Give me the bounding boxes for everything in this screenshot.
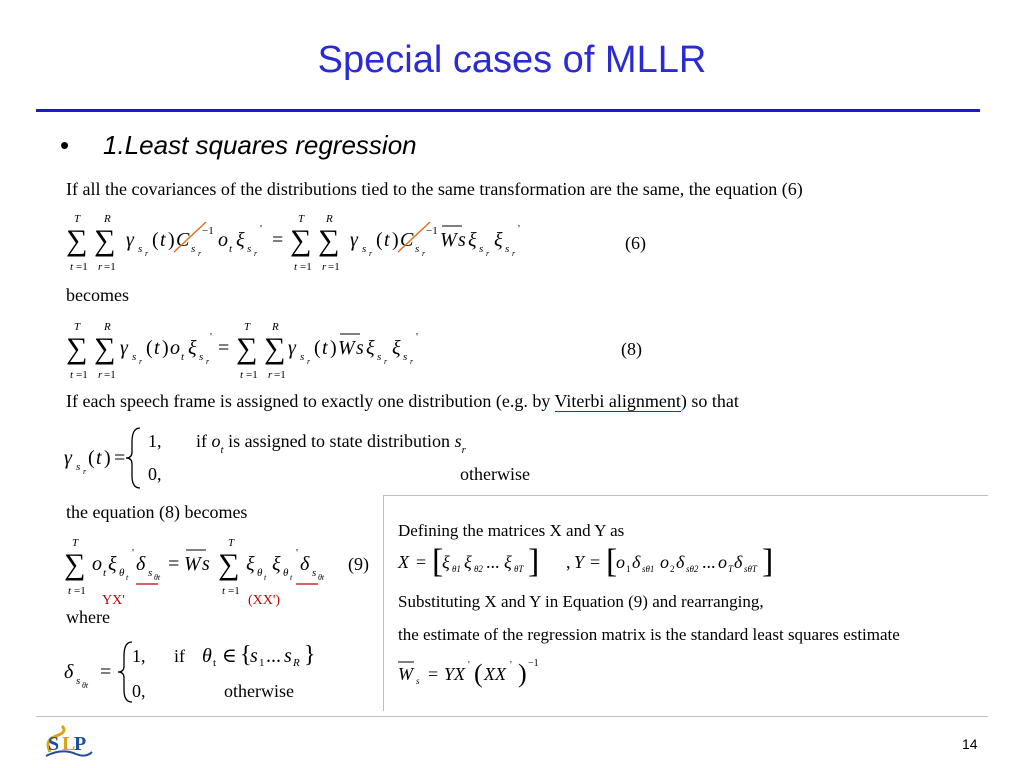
svg-text:r: r — [206, 357, 210, 366]
svg-text:...: ... — [702, 552, 716, 572]
page-number: 14 — [962, 736, 978, 752]
svg-text:t: t — [154, 337, 160, 359]
svg-text:s: s — [377, 351, 382, 363]
svg-text:γ: γ — [126, 229, 134, 251]
svg-text:−1: −1 — [202, 225, 214, 237]
bullet-heading: 1.Least squares regression — [103, 130, 417, 160]
svg-text:': ' — [260, 223, 262, 235]
svg-text:∑: ∑ — [290, 224, 312, 257]
svg-text:o: o — [170, 337, 180, 359]
gamma-case-lhs — [60, 424, 140, 490]
svg-text:s: s — [148, 567, 153, 579]
svg-text:t: t — [181, 351, 185, 363]
svg-text:[: [ — [432, 543, 444, 580]
svg-text:ξ: ξ — [504, 552, 512, 572]
svg-text:t: t — [126, 573, 129, 582]
svg-text:−1: −1 — [426, 225, 438, 237]
bullet-marker: • — [60, 130, 70, 160]
panel-estimate-text: the estimate of the regression matrix is the standard least squares estimate — [398, 625, 900, 644]
svg-text:γ: γ — [288, 337, 296, 359]
svg-text:=1: =1 — [74, 585, 86, 597]
svg-text:r: r — [139, 357, 143, 366]
svg-text:o: o — [92, 553, 102, 575]
svg-text:]: ] — [528, 543, 540, 580]
svg-text:t: t — [68, 585, 72, 597]
paragraph-eq8-becomes: the equation (8) becomes — [66, 502, 248, 522]
svg-text:': ' — [518, 223, 520, 235]
svg-text:T: T — [74, 213, 81, 225]
svg-text:): ) — [330, 337, 337, 359]
svg-text:Y: Y — [574, 552, 585, 572]
svg-text:=1: =1 — [300, 261, 312, 273]
svg-text:r: r — [198, 249, 202, 258]
svg-text:r: r — [322, 261, 327, 273]
svg-text:∑: ∑ — [94, 332, 116, 365]
svg-text:s: s — [416, 676, 420, 686]
svg-text:o: o — [218, 229, 228, 251]
svg-text:r: r — [384, 357, 388, 366]
svg-text:T: T — [728, 564, 734, 574]
svg-text:=: = — [590, 552, 601, 572]
svg-text:∑: ∑ — [66, 332, 88, 365]
delta-case-row1 — [132, 645, 185, 667]
svg-text:{: { — [240, 642, 252, 668]
svg-text:(: ( — [376, 229, 383, 251]
svg-text:δ: δ — [676, 552, 685, 572]
delta-row1-condition — [198, 636, 328, 672]
svg-text:sθ2: sθ2 — [686, 564, 699, 574]
slp-logo-icon — [42, 722, 94, 762]
svg-text:=: = — [114, 447, 126, 469]
svg-text:R: R — [326, 213, 333, 225]
svg-text:R: R — [293, 657, 300, 669]
svg-text:t: t — [70, 369, 74, 381]
svg-text:T: T — [244, 321, 251, 333]
svg-text:θT: θT — [514, 564, 524, 574]
svg-text:=1: =1 — [104, 261, 116, 273]
svg-text:s: s — [132, 351, 137, 363]
svg-text:ξ: ξ — [246, 553, 255, 575]
svg-text:T: T — [228, 537, 235, 549]
where-text: where — [66, 607, 110, 627]
svg-text:∑: ∑ — [236, 332, 258, 365]
svg-text:=1: =1 — [76, 369, 88, 381]
svg-text:ξ: ξ — [464, 552, 472, 572]
svg-text:s: s — [284, 645, 292, 667]
svg-text:YX: YX — [444, 664, 466, 684]
svg-text:s: s — [458, 229, 466, 251]
svg-text:r: r — [145, 249, 149, 258]
svg-text:s: s — [76, 675, 81, 687]
svg-text:t: t — [322, 337, 328, 359]
svg-text:): ) — [392, 229, 399, 251]
svg-text:T: T — [72, 537, 79, 549]
svg-text:(: ( — [152, 229, 159, 251]
svg-text:X: X — [398, 552, 409, 572]
panel-left-border — [383, 495, 384, 711]
svg-text:−1: −1 — [528, 658, 539, 669]
svg-text:θ2: θ2 — [474, 564, 483, 574]
svg-text:t: t — [264, 573, 267, 582]
svg-text:C: C — [176, 229, 190, 251]
svg-text:s: s — [199, 351, 204, 363]
svg-text:o: o — [718, 552, 727, 572]
svg-text:): ) — [168, 229, 175, 251]
svg-text:): ) — [104, 447, 111, 469]
svg-text:t: t — [229, 243, 233, 255]
svg-text:δ: δ — [300, 553, 310, 575]
gamma-case-row1 — [148, 430, 466, 455]
panel-matrix-definitions — [394, 540, 794, 582]
becomes-text: becomes — [66, 285, 129, 305]
svg-text:r: r — [83, 467, 87, 476]
svg-text:sθ1: sθ1 — [642, 564, 655, 574]
svg-text:t: t — [222, 585, 226, 597]
svg-text:2: 2 — [670, 564, 675, 574]
svg-text:r: r — [410, 357, 414, 366]
gamma-row1-text: is assigned to state distribution — [228, 431, 451, 451]
svg-text:ξ: ξ — [272, 553, 281, 575]
svg-text:r: r — [486, 249, 490, 258]
svg-text:...: ... — [486, 552, 500, 572]
paragraph-covariances: If all the covariances of the distributions tied to the same transformation are the same, the equation (6) — [66, 179, 803, 199]
svg-text:ξ: ξ — [392, 337, 401, 359]
paragraph-viterbi-post: ) so that — [680, 391, 739, 411]
svg-text:=: = — [272, 229, 284, 251]
svg-text:ξ: ξ — [188, 337, 197, 359]
svg-text:s: s — [479, 243, 484, 255]
svg-text:r: r — [422, 249, 426, 258]
delta-case-row2-text: otherwise — [224, 681, 294, 701]
svg-text:∑: ∑ — [64, 548, 86, 581]
svg-text:s: s — [191, 243, 196, 255]
svg-text:=1: =1 — [246, 369, 258, 381]
svg-text:=1: =1 — [328, 261, 340, 273]
svg-text:ξ: ξ — [494, 229, 503, 251]
svg-text:δ: δ — [64, 661, 74, 683]
delta-case-lhs — [60, 636, 140, 706]
svg-text:ξ: ξ — [442, 552, 450, 572]
svg-text:=: = — [416, 552, 427, 572]
svg-text:': ' — [296, 547, 298, 559]
svg-text:s: s — [505, 243, 510, 255]
delta-row1-if: if — [174, 646, 185, 666]
svg-text:r: r — [512, 249, 516, 258]
svg-text:W: W — [440, 229, 457, 251]
svg-text:s: s — [138, 243, 143, 255]
svg-text:o: o — [616, 552, 625, 572]
svg-text:s: s — [300, 351, 305, 363]
svg-text:t: t — [70, 261, 74, 273]
svg-text:θ: θ — [119, 567, 125, 579]
svg-text:=1: =1 — [76, 261, 88, 273]
footer-divider — [36, 716, 988, 717]
svg-text:T: T — [298, 213, 305, 225]
svg-text:θ: θ — [283, 567, 289, 579]
slide-title: Special cases of MLLR — [317, 39, 707, 81]
delta-row1-value: 1, — [132, 646, 146, 666]
svg-text:δ: δ — [136, 553, 146, 575]
svg-text:r: r — [98, 369, 103, 381]
gamma-row1-s-sub: r — [461, 444, 466, 456]
svg-text:s: s — [247, 243, 252, 255]
equation-6-label: (6) — [625, 233, 646, 253]
svg-text:': ' — [416, 331, 418, 343]
svg-text:R: R — [272, 321, 279, 333]
svg-text:∑: ∑ — [318, 224, 340, 257]
svg-text:C: C — [400, 229, 414, 251]
viterbi-alignment-link[interactable]: Viterbi alignment — [554, 391, 681, 411]
svg-text:s: s — [76, 461, 81, 473]
equation-8 — [60, 316, 460, 384]
svg-text:s: s — [250, 645, 258, 667]
panel-defining-text: Defining the matrices X and Y as — [398, 521, 625, 540]
svg-text:t: t — [240, 369, 244, 381]
svg-text:': ' — [132, 547, 134, 559]
delta-case-row2-value: 0, — [132, 681, 146, 701]
svg-text:S: S — [48, 733, 60, 755]
svg-text:W: W — [184, 553, 201, 575]
svg-text:s: s — [403, 351, 408, 363]
svg-text:s: s — [312, 567, 317, 579]
svg-text:t: t — [290, 573, 293, 582]
gamma-row1-s: s — [454, 431, 462, 451]
svg-text:∑: ∑ — [218, 548, 240, 581]
svg-text:θt: θt — [318, 573, 325, 582]
svg-text:r: r — [369, 249, 373, 258]
svg-text:r: r — [254, 249, 258, 258]
svg-text:1: 1 — [626, 564, 631, 574]
svg-text:δ: δ — [734, 552, 743, 572]
svg-text:...: ... — [266, 645, 281, 667]
svg-text:s: s — [415, 243, 420, 255]
svg-text:=1: =1 — [274, 369, 286, 381]
svg-text:ξ: ξ — [236, 229, 245, 251]
gamma-row1-value: 1, — [148, 431, 162, 451]
svg-text:=: = — [168, 553, 180, 575]
svg-text:=: = — [100, 661, 112, 683]
panel-substituting-text: Substituting X and Y in Equation (9) and rearranging, — [398, 592, 764, 611]
gamma-case-row2-text: otherwise — [460, 464, 530, 484]
svg-text:(: ( — [88, 447, 95, 469]
svg-text:s: s — [362, 243, 367, 255]
svg-text:θ: θ — [257, 567, 263, 579]
svg-text:=1: =1 — [228, 585, 240, 597]
svg-text:R: R — [104, 213, 111, 225]
svg-text:XX: XX — [484, 664, 506, 684]
gamma-row1-if: if — [196, 431, 207, 451]
svg-text:(: ( — [146, 337, 153, 359]
svg-text:ξ: ξ — [108, 553, 117, 575]
svg-text:θ1: θ1 — [452, 564, 461, 574]
panel-top-border — [383, 495, 988, 496]
svg-text:∑: ∑ — [66, 224, 88, 257]
gamma-row1-o-sub: t — [220, 444, 224, 456]
svg-text:ξ: ξ — [366, 337, 375, 359]
svg-text:=: = — [428, 664, 439, 684]
svg-text:,: , — [566, 552, 571, 572]
svg-text:[: [ — [606, 543, 618, 580]
svg-text:o: o — [660, 552, 669, 572]
svg-text:t: t — [103, 567, 107, 579]
paragraph-viterbi — [66, 390, 739, 412]
svg-text:(: ( — [474, 659, 483, 688]
panel-least-squares-formula — [394, 648, 594, 694]
svg-text:θt: θt — [154, 573, 161, 582]
svg-text:δ: δ — [632, 552, 641, 572]
svg-text:=: = — [218, 337, 230, 359]
svg-text:∈: ∈ — [222, 645, 237, 667]
svg-text:): ) — [518, 659, 527, 688]
svg-text:γ: γ — [350, 229, 358, 251]
svg-text:s: s — [356, 337, 364, 359]
gamma-case-row2-value: 0, — [148, 464, 162, 484]
svg-text:r: r — [98, 261, 103, 273]
svg-text:r: r — [307, 357, 311, 366]
svg-text:s: s — [202, 553, 210, 575]
equation-9-label: (9) — [348, 554, 369, 574]
svg-text:(: ( — [314, 337, 321, 359]
svg-text:W: W — [338, 337, 355, 359]
svg-text:R: R — [104, 321, 111, 333]
svg-text:}: } — [304, 642, 316, 668]
svg-text:): ) — [162, 337, 169, 359]
svg-text:': ' — [210, 331, 212, 343]
svg-text:t: t — [160, 229, 166, 251]
equation-9 — [60, 532, 380, 602]
svg-text:t: t — [294, 261, 298, 273]
svg-text:=1: =1 — [104, 369, 116, 381]
svg-text:': ' — [468, 660, 470, 671]
svg-text:W: W — [398, 664, 413, 684]
svg-text:L: L — [62, 733, 76, 755]
equation-8-label: (8) — [621, 339, 642, 359]
svg-text:sθT: sθT — [744, 564, 757, 574]
svg-text:': ' — [510, 660, 512, 671]
svg-text:θt: θt — [82, 681, 89, 690]
paragraph-viterbi-pre: If each speech frame is assigned to exactly one distribution (e.g. by — [66, 391, 555, 411]
gamma-row1-o: o — [211, 431, 221, 451]
svg-text:r: r — [268, 369, 273, 381]
svg-text:t: t — [96, 447, 102, 469]
svg-text:γ: γ — [64, 447, 72, 469]
svg-text:γ: γ — [120, 337, 128, 359]
annotation-xx: (XX') — [248, 593, 281, 608]
svg-text:∑: ∑ — [264, 332, 286, 365]
svg-text:t: t — [384, 229, 390, 251]
svg-text:T: T — [74, 321, 81, 333]
equation-6 — [60, 208, 660, 278]
svg-text:1: 1 — [259, 657, 265, 669]
svg-text:P: P — [74, 733, 87, 755]
svg-text:ξ: ξ — [468, 229, 477, 251]
svg-text:]: ] — [762, 543, 774, 580]
svg-text:∑: ∑ — [94, 224, 116, 257]
annotation-yx: YX' — [102, 593, 125, 608]
title-divider — [36, 109, 980, 112]
svg-text:θ: θ — [202, 645, 212, 667]
svg-text:t: t — [213, 657, 217, 669]
